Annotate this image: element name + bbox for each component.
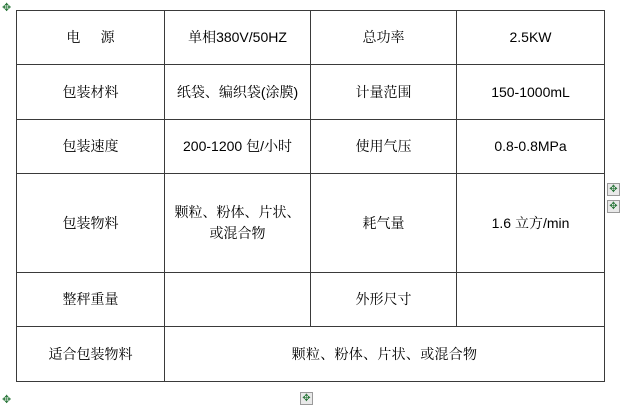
cell-label-measuring-range: 计量范围 [311, 65, 457, 119]
resize-handle-right-top[interactable]: ✥ [607, 183, 620, 196]
cell-value-whole-weight [165, 272, 311, 326]
resize-handle-bottom[interactable]: ✥ [300, 392, 313, 405]
cell-label-power: 电 源 [17, 11, 165, 65]
cell-value-air-consumption: 1.6 立方/min [457, 174, 605, 273]
cell-value-dimensions [457, 272, 605, 326]
cell-value-packing-material: 纸袋、编织袋(涂膜) [165, 65, 311, 119]
cell-label-suitable-goods: 适合包装物料 [17, 327, 165, 382]
cell-value-packing-goods: 颗粒、粉体、片状、或混合物 [165, 174, 311, 273]
cell-label-whole-weight: 整秤重量 [17, 272, 165, 326]
cell-label-packing-goods: 包装物料 [17, 174, 165, 273]
table-row [17, 272, 605, 326]
page-corner-mark-bottom-left: ✥ [2, 393, 12, 406]
table-row [17, 11, 605, 65]
resize-handle-right-bottom[interactable]: ✥ [607, 200, 620, 213]
table-row [17, 119, 605, 173]
spec-table [16, 10, 605, 382]
cell-label-dimensions: 外形尺寸 [311, 272, 457, 326]
cell-label-total-power: 总功率 [311, 11, 457, 65]
cell-value-suitable-goods: 颗粒、粉体、片状、或混合物 [165, 327, 605, 382]
table-row [17, 327, 605, 382]
cell-value-measuring-range: 150-1000mL [457, 65, 605, 119]
cell-label-air-consumption: 耗气量 [311, 174, 457, 273]
cell-value-power: 单相380V/50HZ [165, 11, 311, 65]
page-corner-mark-top-left: ✥ [2, 1, 12, 14]
cell-label-air-pressure: 使用气压 [311, 119, 457, 173]
table-row [17, 65, 605, 119]
cell-value-air-pressure: 0.8-0.8MPa [457, 119, 605, 173]
table-row [17, 174, 605, 273]
cell-value-packing-speed: 200-1200 包/小时 [165, 119, 311, 173]
cell-label-packing-speed: 包装速度 [17, 119, 165, 173]
spec-table-container [16, 10, 604, 382]
cell-value-total-power: 2.5KW [457, 11, 605, 65]
cell-label-packing-material: 包装材料 [17, 65, 165, 119]
